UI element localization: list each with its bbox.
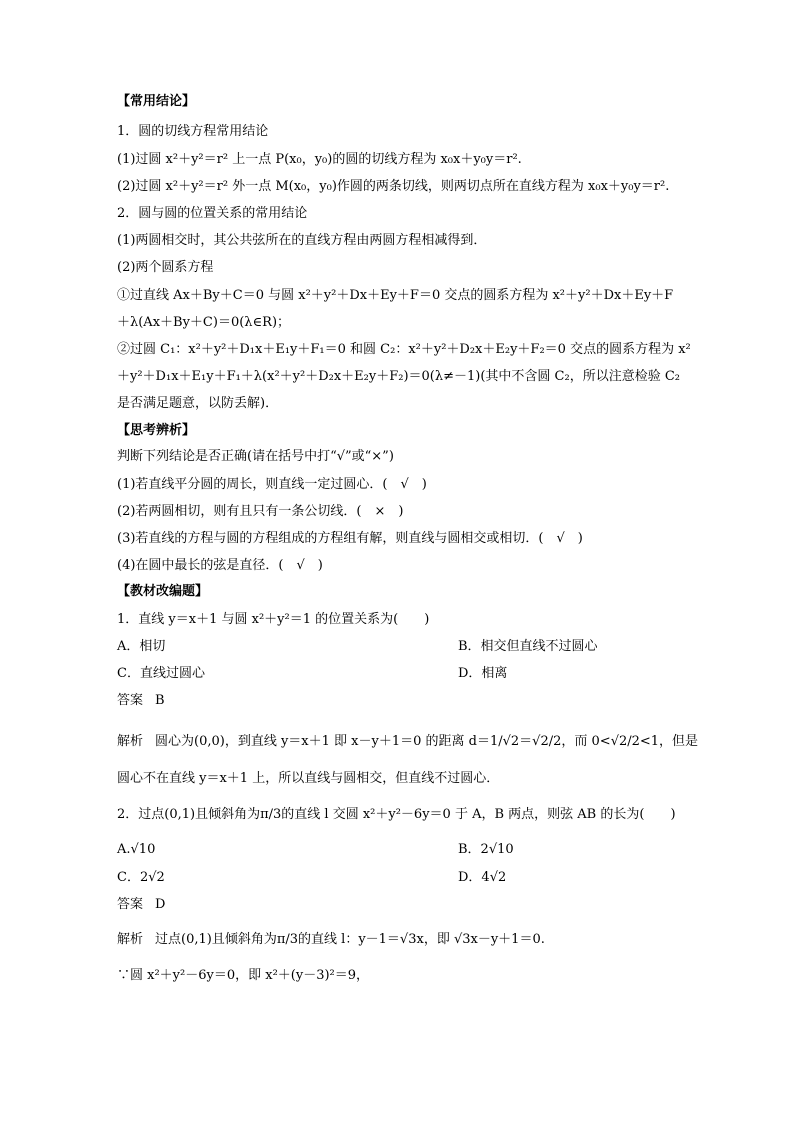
problem2-option-a: A.√10: [117, 842, 156, 857]
problem2-analysis-line2: ∵圆 x²＋y²－6y＝0，即 x²＋(y－3)²＝9，: [117, 968, 370, 983]
answer-value: B: [155, 693, 165, 708]
analysis-label: 解析: [117, 734, 144, 749]
problem1-stem: 1．直线 y＝x＋1 与圆 x²＋y²＝1 的位置关系为( ): [117, 612, 430, 627]
problem1-answer: [117, 692, 754, 710]
problem2-stem: 2．过点(0,1)且倾斜角为π/3的直线 l 交圆 x²＋y²－6y＝0 于 A，B 两点，则弦 AB 的长为( ): [117, 807, 676, 822]
item2-line1: (1)两圆相交时，其公共弦所在的直线方程由两圆方程相减得到．: [117, 233, 487, 248]
problem1-analysis-line1: [117, 733, 754, 751]
analysis-text: 圆心为(0,0)，到直线 y＝x＋1 即 x－y＋1＝0 的距离 d＝1/√2＝√2/2，而 0<√2/2<1，但是: [155, 734, 699, 749]
thinking-q1: (1)若直线平分圆的周长，则直线一定过圆心．( √ ): [117, 477, 427, 492]
item2-line4: ＋λ(Ax＋By＋C)＝0(λ∈R)；: [117, 315, 291, 330]
problem2-options-row2: [117, 869, 754, 887]
item2-line5: ②过圆 C₁：x²＋y²＋D₁x＋E₁y＋F₁＝0 和圆 C₂：x²＋y²＋D₂x＋E₂y＋F₂＝0 交点的圆系方程为 x²: [117, 342, 691, 357]
thinking-q2: (2)若两圆相切，则有且只有一条公切线．( × ): [117, 504, 404, 519]
item2-line7: 是否满足题意，以防丢解)．: [117, 396, 279, 411]
thinking-intro: 判断下列结论是否正确(请在括号中打“√”或“×”): [117, 449, 394, 464]
item1-line2: (2)过圆 x²＋y²＝r² 外一点 M(x₀，y₀)作圆的两条切线，则两切点所在直线方程为 x₀x＋y₀y＝r².: [117, 179, 670, 194]
answer-label: 答案: [117, 693, 144, 708]
item2-line3: ①过直线 Ax＋By＋C＝0 与圆 x²＋y²＋Dx＋Ey＋F＝0 交点的圆系方程为 x²＋y²＋Dx＋Ey＋F: [117, 288, 674, 303]
problem2-answer: [117, 896, 754, 914]
problem1-option-b: B．相交但直线不过圆心: [458, 639, 598, 654]
problem2-options-row1: [117, 841, 754, 859]
answer-label: 答案: [117, 897, 144, 912]
answer-value: D: [155, 897, 166, 912]
problem1-option-c: C．直线过圆心: [117, 666, 205, 681]
problem2-option-b: B．2√10: [458, 842, 514, 857]
problem1-option-a: A．相切: [117, 639, 166, 654]
item2-line2: (2)两个圆系方程: [117, 260, 214, 275]
problem1-option-d: D．相离: [458, 666, 508, 681]
problem2-option-d: D．4√2: [458, 870, 507, 885]
heading-common-conclusions: 【常用结论】: [117, 94, 196, 109]
problem2-analysis-line1: [117, 931, 754, 949]
problem2-option-c: C．2√2: [117, 870, 165, 885]
thinking-q3: (3)若直线的方程与圆的方程组成的方程组有解，则直线与圆相交或相切．( √ ): [117, 531, 583, 546]
item1-title: 1．圆的切线方程常用结论: [117, 124, 269, 139]
heading-thinking: 【思考辨析】: [117, 423, 196, 438]
thinking-q4: (4)在圆中最长的弦是直径．( √ ): [117, 558, 323, 573]
analysis-label: 解析: [117, 932, 144, 947]
heading-textbook: 【教材改编题】: [117, 584, 209, 599]
item1-line1: (1)过圆 x²＋y²＝r² 上一点 P(x₀，y₀)的圆的切线方程为 x₀x＋y₀y＝r².: [117, 152, 522, 167]
analysis-text: 过点(0,1)且倾斜角为π/3的直线 l：y－1＝√3x，即 √3x－y＋1＝0.: [155, 932, 545, 947]
problem1-options-row2: [117, 665, 754, 683]
problem1-options-row1: [117, 638, 754, 656]
item2-title: 2．圆与圆的位置关系的常用结论: [117, 206, 308, 221]
problem1-analysis-line2: 圆心不在直线 y＝x＋1 上，所以直线与圆相交，但直线不过圆心．: [117, 771, 500, 786]
item2-line6: ＋y²＋D₁x＋E₁y＋F₁＋λ(x²＋y²＋D₂x＋E₂y＋F₂)＝0(λ≠－1)(其中不含圆 C₂，所以注意检验 C₂: [117, 369, 680, 384]
